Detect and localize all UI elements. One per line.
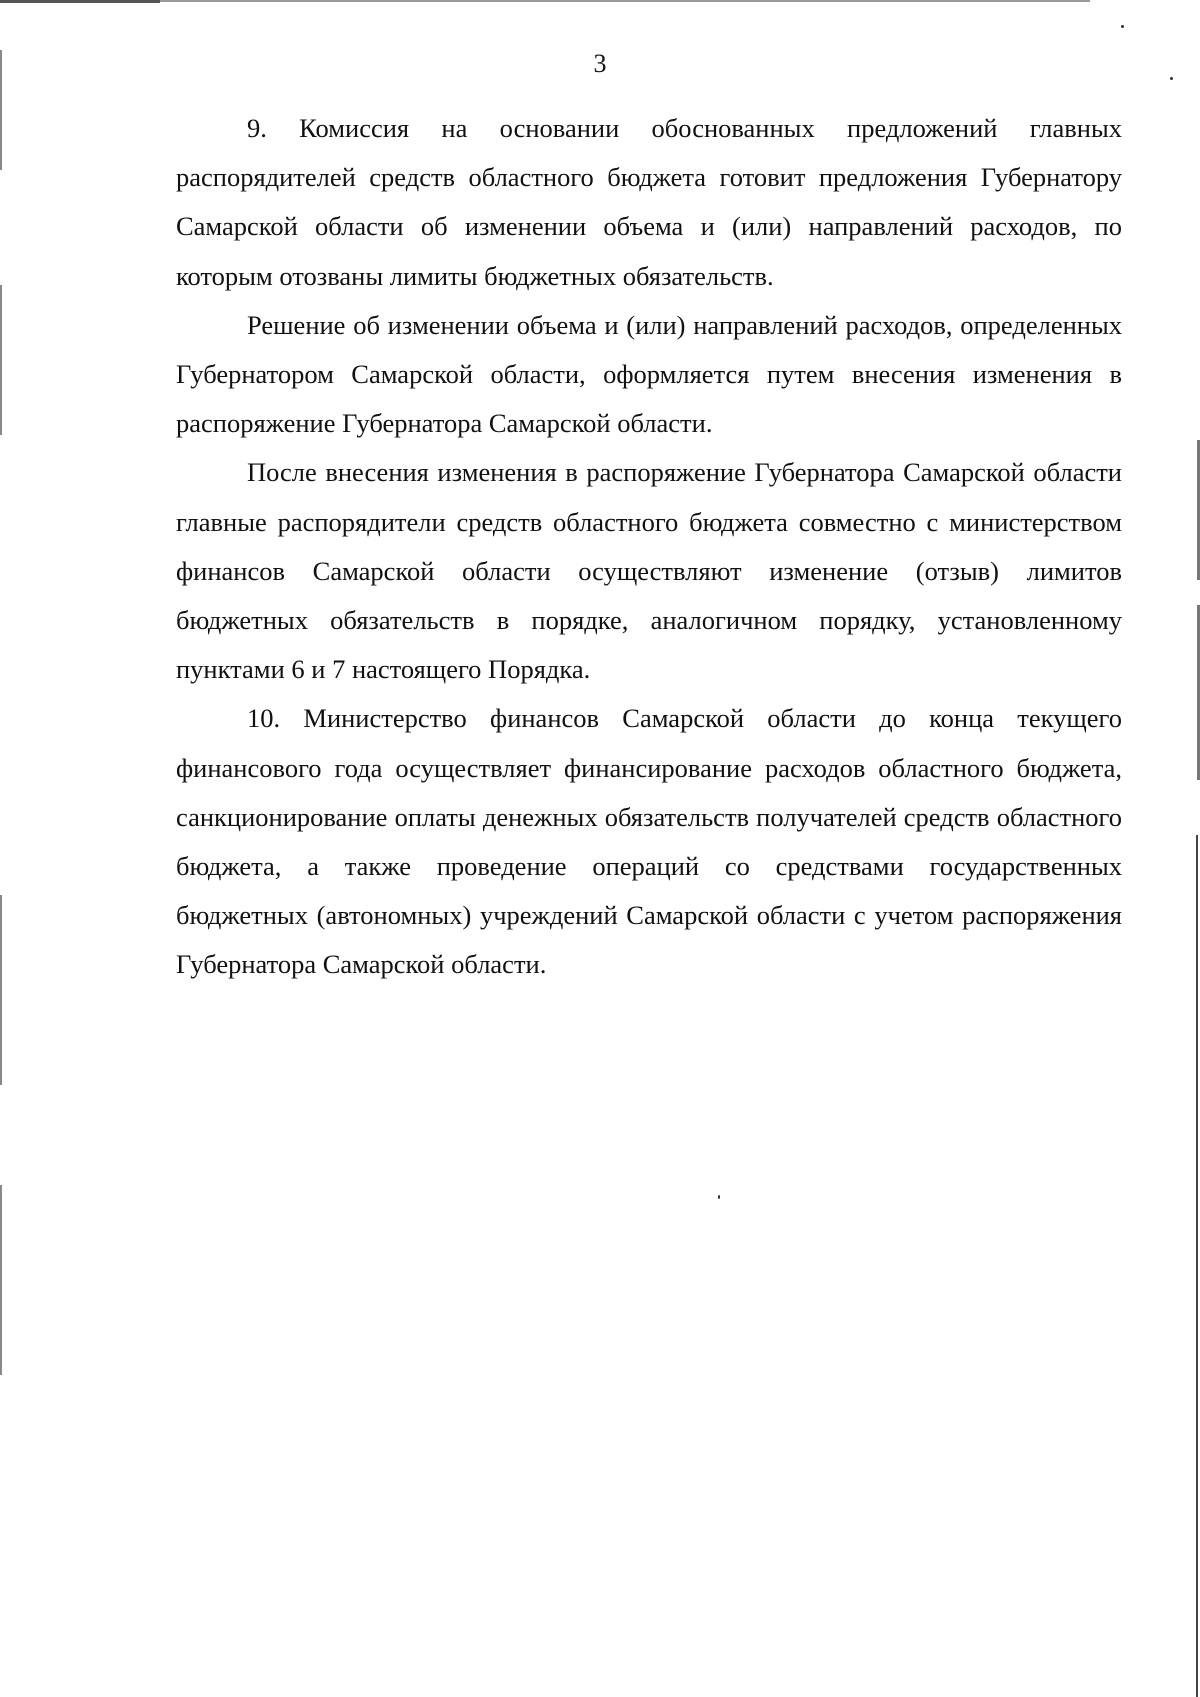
- page-number-text: 3: [593, 49, 607, 78]
- paragraph-10: 10. Министерство финансов Самарской области до конца текущего финансового года осуществляет финансирование расходов областного бюджета, санкционирование оплаты денежных обязательств получателей средств областного бюджета, а также проведение операций со средствами государственных бюджетных (автономных) учреждений Самарской области с учетом распоряжения Губернатора Самарской области.: [176, 703, 1122, 980]
- scan-edge-left: [0, 895, 2, 1085]
- scan-edge-left: [0, 1185, 2, 1375]
- scan-speck: [718, 1195, 720, 1199]
- paragraph-9: 9. Комиссия на основании обоснованных предложений главных распорядителей средств областного бюджета готовит предложения Губернатору Самарской области об изменении объема и (или) направлений расходов, по которым отозваны лимиты бюджетных обязательств.: [176, 113, 1122, 291]
- document-body: [176, 104, 1122, 990]
- scan-edge-top: [0, 0, 1090, 2]
- scan-edge-top-dark: [0, 0, 160, 3]
- paragraph-decision: Решение об изменении объема и (или) направлений расходов, определенных Губернатором Самарской области, оформляется путем внесения изменения в распоряжение Губернатора Самарской области.: [176, 309, 1122, 439]
- scan-speck: [1121, 25, 1124, 28]
- scan-edge-right: [1196, 835, 1198, 1697]
- scan-edge-left: [0, 285, 2, 435]
- paragraph-after-changes: После внесения изменения в распоряжение Губернатора Самарской области главные распорядители средств областного бюджета совместно с министерством финансов Самарской области осуществляют изменение (отзыв) лимитов бюджетных обязательств в порядке, аналогичном порядку, установленному пунктами 6 и 7 настоящего Порядка.: [176, 457, 1122, 685]
- page-number: [0, 48, 1200, 80]
